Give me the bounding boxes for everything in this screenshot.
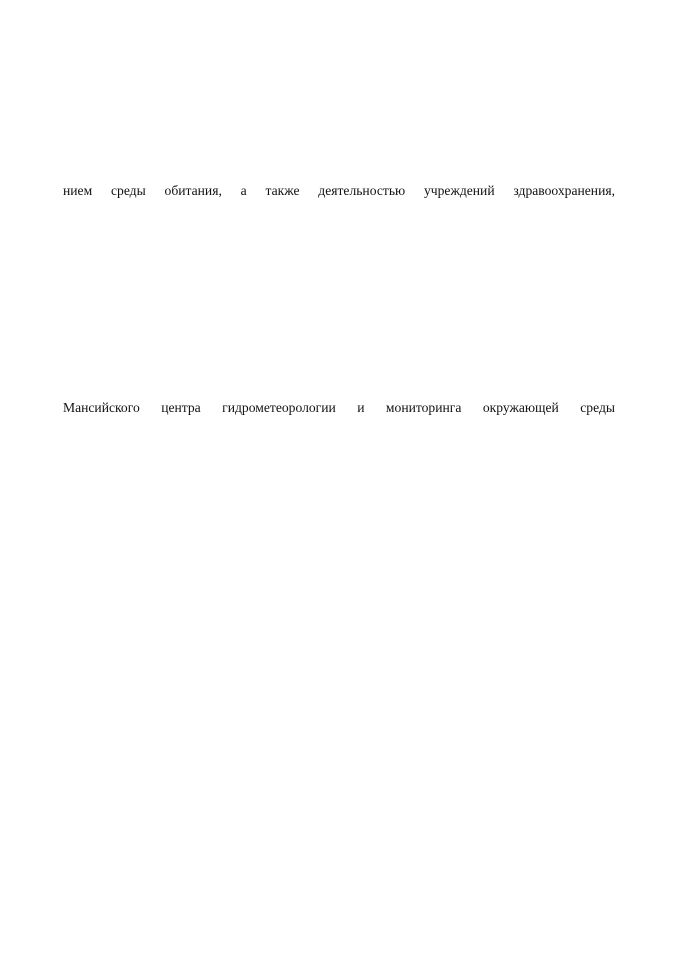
text-line-2: Мансийского центра гидрометеорологии и мониторинга окружающей среды: [63, 400, 615, 415]
text-line-1: нием среды обитания, а также деятельностью учреждений здравоохранения,: [63, 183, 615, 198]
